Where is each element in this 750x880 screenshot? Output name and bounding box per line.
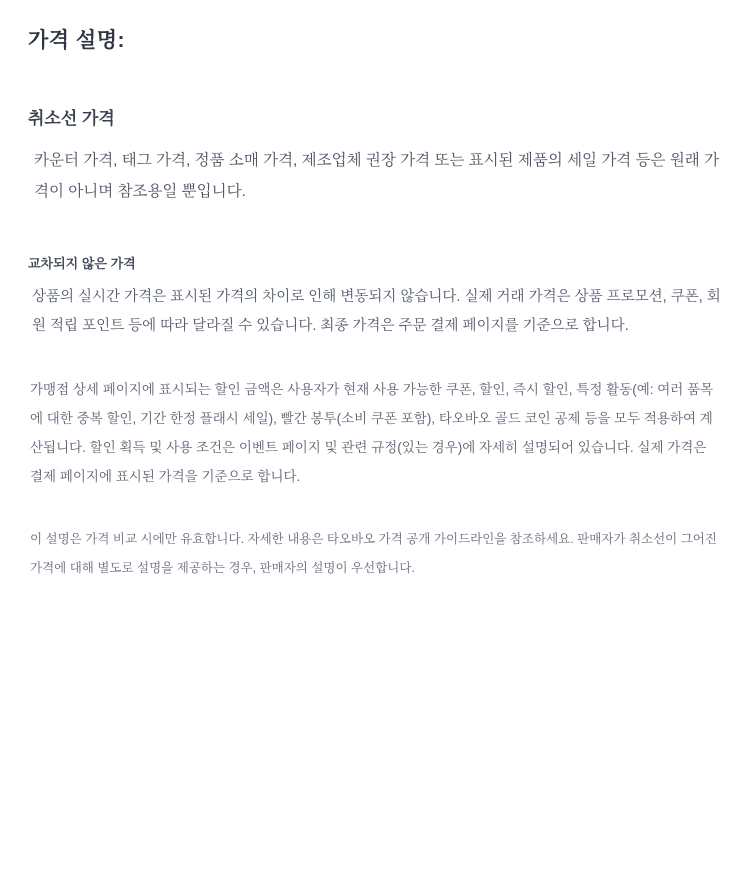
page-title: 가격 설명: [28,29,125,52]
section-non-crossed-price [28,255,722,583]
section-strikethrough-price [28,107,722,207]
section-heading-strikethrough-price: 취소선 가격 [28,109,115,129]
paragraph-non-crossed-price-2: 가맹점 상세 페이지에 표시되는 할인 금액은 사용자가 현재 사용 가능한 쿠폰, 할인, 즉시 할인, 특정 활동(예: 여러 품목에 대한 중복 할인, 기간 한정 플래시 세일), 빨간 봉투(소비 쿠폰 포함), 타오바오 골드 코인 공제 등을 모두 적용하여 계산됩니다. 할인 획득 및 사용 조건은 이벤트 페이지 및 관련 규정(있는 경우)에 자세히 설명되어 있습니다. 실제 가격은 결제 페이지에 표시된 가격을 기준으로 합니다. [30,382,714,485]
section-heading-non-crossed-price: 교차되지 않은 가격 [28,256,136,272]
paragraph-non-crossed-price-3: 이 설명은 가격 비교 시에만 유효합니다. 자세한 내용은 타오바오 가격 공개 가이드라인을 참조하세요. 판매자가 취소선이 그어진 가격에 대해 별도로 설명을 제공하는 경우, 판매자의 설명이 우선합니다. [30,532,717,576]
paragraph-strikethrough-price-1: 카운터 가격, 태그 가격, 정품 소매 가격, 제조업체 권장 가격 또는 표시된 제품의 세일 가격 등은 원래 가격이 아니며 참조용일 뿐입니다. [34,152,720,201]
paragraph-non-crossed-price-1: 상품의 실시간 가격은 표시된 가격의 차이로 인해 변동되지 않습니다. 실제 거래 가격은 상품 프로모션, 쿠폰, 회원 적립 포인트 등에 따라 달라질 수 있습니다. 최종 가격은 주문 결제 페이지를 기준으로 합니다. [32,289,721,335]
